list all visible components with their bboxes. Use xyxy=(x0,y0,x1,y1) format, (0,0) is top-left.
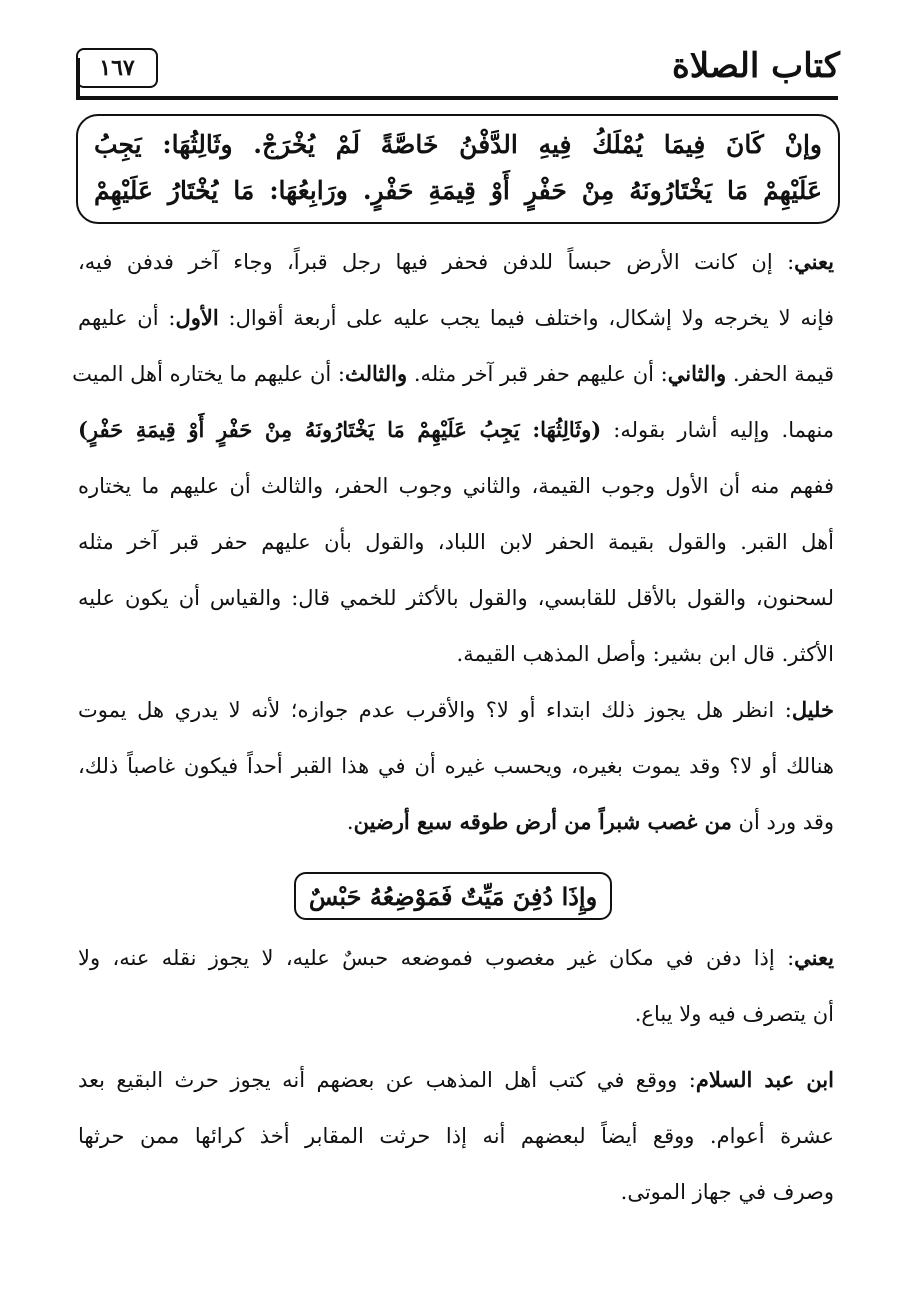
matn-line: وإنْ كَانَ فِيمَا يُمْلَكُ فِيهِ الدَّفْنُ خَاصَّةً لَمْ يُخْرَجْ. وثَالِثُهَا: يَجِبُ xyxy=(94,130,822,159)
speaker-label: يعني xyxy=(794,945,834,970)
text-line: ابن عبد السلام: ووقع في كتب أهل المذهب عن بعضهم أنه يجوز حرث البقيع بعد xyxy=(78,1067,834,1092)
matn-line: وإِذَا دُفِنَ مَيِّتٌ فَمَوْضِعُهُ حَبْسٌ xyxy=(308,881,598,911)
page-header xyxy=(76,40,840,98)
matn-line: عَلَيْهِمْ مَا يَخْتَارُونَهُ مِنْ حَفْرٍ أَوْ قِيمَةِ حَفْرٍ. ورَابِعُهَا: مَا يُخْتَارُ عَلَيْهِمْ xyxy=(94,176,822,205)
speaker-label: يعني xyxy=(794,249,834,274)
text-line: هنالك أو لا؟ وقد يموت بغيره، ويحسب غيره أن في هذا القبر أحداً فيكون غاصباً ذلك، xyxy=(78,754,834,778)
text-line: خليل: انظر هل يجوز ذلك ابتداء أو لا؟ والأقرب عدم جوازه؛ لأنه لا يدري هل يموت xyxy=(78,697,834,722)
header-rule-corner xyxy=(76,58,80,100)
text-line: يعني: إن كانت الأرض حبساً للدفن فحفر فيها رجل قبراً، وجاء آخر فدفن فيه، xyxy=(78,249,834,274)
text-line: وقد ورد أن من غصب شبراً من أرض طوقه سبع أرضين. xyxy=(346,809,834,834)
text-line: عشرة أعوام. ووقع أيضاً لبعضهم أنه إذا حرثت المقابر أخذ كرائها ممن حرثها xyxy=(78,1124,834,1148)
page-number-box xyxy=(76,48,158,88)
text-line: لسحنون، والقول بالأقل للقابسي، والقول بالأكثر للخمي قال: والقياس أن يكون عليه xyxy=(78,586,834,610)
text-line: منهما. وإليه أشار بقوله: (وثَالِثُهَا: يَجِبُ عَلَيْهِمْ مَا يَخْتَارُونَهُ مِنْ حَفْرٍ أَوْ قِيمَةِ حَفْرٍ) xyxy=(78,417,834,442)
commentary-paragraph xyxy=(78,1052,834,1220)
text-line: يعني: إذا دفن في مكان غير مغصوب فموضعه حبسٌ عليه، لا يجوز نقله عنه، ولا xyxy=(78,945,834,970)
text-line: وصرف في جهاز الموتى. xyxy=(620,1180,834,1204)
text-line: ففهم منه أن الأول وجوب القيمة، والثاني وجوب الحفر، والثالث أن عليهم ما يختاره xyxy=(78,474,834,498)
commentary-paragraph xyxy=(78,930,834,1042)
page-number: ١٦٧ xyxy=(99,55,135,81)
commentary-paragraph xyxy=(78,682,834,850)
matn-box xyxy=(76,114,840,224)
text-line: قيمة الحفر. والثاني: أن عليهم حفر قبر آخر مثله. والثالث: أن عليهم ما يختاره أهل الميت xyxy=(72,361,834,386)
speaker-label: خليل xyxy=(791,697,834,722)
commentary-paragraph xyxy=(72,234,834,682)
text-line: فإنه لا يخرجه ولا إشكال، واختلف فيما يجب عليه على أربعة أقوال: الأول: أن عليهم xyxy=(78,305,834,330)
hadith-quote: من غصب شبراً من أرض طوقه سبع أرضين xyxy=(353,809,732,834)
speaker-label: ابن عبد السلام xyxy=(695,1067,834,1092)
header-rule xyxy=(76,96,838,100)
text-line: أهل القبر. والقول بقيمة الحفر لابن اللباد، والقول بأن عليهم حفر قبر آخر مثله xyxy=(78,530,834,554)
text-line: أن يتصرف فيه ولا يباع. xyxy=(634,1002,834,1026)
matn-box-small xyxy=(294,872,612,920)
opinion-label: والثالث xyxy=(345,361,408,386)
opinion-label: والثاني xyxy=(667,361,727,386)
opinion-label: الأول xyxy=(175,305,219,330)
text-line: الأكثر. قال ابن بشير: وأصل المذهب القيمة. xyxy=(456,642,834,666)
book-title: كتاب الصلاة xyxy=(671,46,840,86)
matn-quote: (وثَالِثُهَا: يَجِبُ عَلَيْهِمْ مَا يَخْتَارُونَهُ مِنْ حَفْرٍ أَوْ قِيمَةِ حَفْرٍ) xyxy=(78,417,602,442)
